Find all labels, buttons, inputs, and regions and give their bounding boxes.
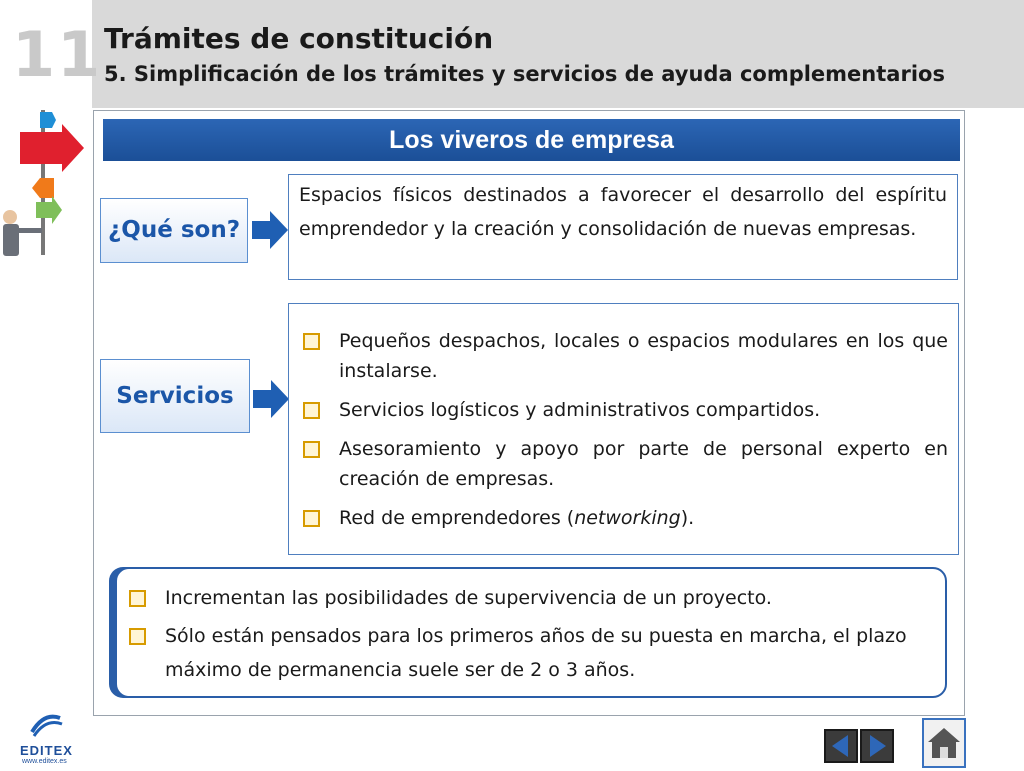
- logo-text: EDITEX: [20, 743, 73, 758]
- next-button[interactable]: [860, 729, 894, 763]
- page-subtitle: 5. Simplificación de los trámites y servicios de ayuda complementarios: [104, 62, 945, 86]
- logo-url: www.editex.es: [22, 758, 67, 765]
- chapter-number: 11: [12, 18, 103, 91]
- arrow-right-icon: [253, 380, 289, 418]
- checkbox-bullet-icon: [303, 510, 320, 527]
- notes-box: [115, 567, 947, 698]
- editex-logo-icon: [14, 710, 74, 738]
- servicios-label: Servicios: [100, 359, 250, 433]
- prev-icon: [826, 731, 856, 761]
- notes-list: [117, 569, 945, 687]
- que-son-text: Espacios físicos destinados a favorecer el desarrollo del espíritu emprendedor y la creación y consolidación de nuevas empresas.: [299, 184, 947, 240]
- arrow-right-icon: [252, 211, 288, 249]
- checkbox-bullet-icon: [303, 441, 320, 458]
- editex-logo: [14, 710, 74, 766]
- checkbox-bullet-icon: [303, 402, 320, 419]
- list-item: Pequeños despachos, locales o espacios modulares en los que instalarse.: [299, 326, 948, 386]
- list-item: Incrementan las posibilidades de supervivencia de un proyecto.: [125, 581, 915, 615]
- signpost-figure-icon: [0, 110, 92, 260]
- servicios-list: [289, 304, 958, 533]
- home-button[interactable]: [922, 718, 966, 768]
- checkbox-bullet-icon: [129, 628, 146, 645]
- page-title: Trámites de constitución: [104, 22, 494, 55]
- que-son-label: ¿Qué son?: [100, 198, 248, 263]
- checkbox-bullet-icon: [303, 333, 320, 350]
- list-item: Red de emprendedores (networking).: [299, 503, 948, 533]
- checkbox-bullet-icon: [129, 590, 146, 607]
- next-icon: [862, 731, 892, 761]
- section-banner: [103, 119, 960, 161]
- servicios-box: [288, 303, 959, 555]
- list-item: Asesoramiento y apoyo por parte de personal experto en creación de empresas.: [299, 434, 948, 494]
- prev-button[interactable]: [824, 729, 858, 763]
- section-title: Los viveros de empresa: [389, 126, 674, 154]
- list-item: Sólo están pensados para los primeros años de su puesta en marcha, el plazo máximo de permanencia suele ser de 2 o 3 años.: [125, 619, 915, 687]
- home-icon: [924, 720, 964, 766]
- list-item: Servicios logísticos y administrativos compartidos.: [299, 395, 948, 425]
- header: [0, 0, 1024, 108]
- que-son-box: [288, 174, 958, 280]
- networking-term: networking: [574, 507, 681, 529]
